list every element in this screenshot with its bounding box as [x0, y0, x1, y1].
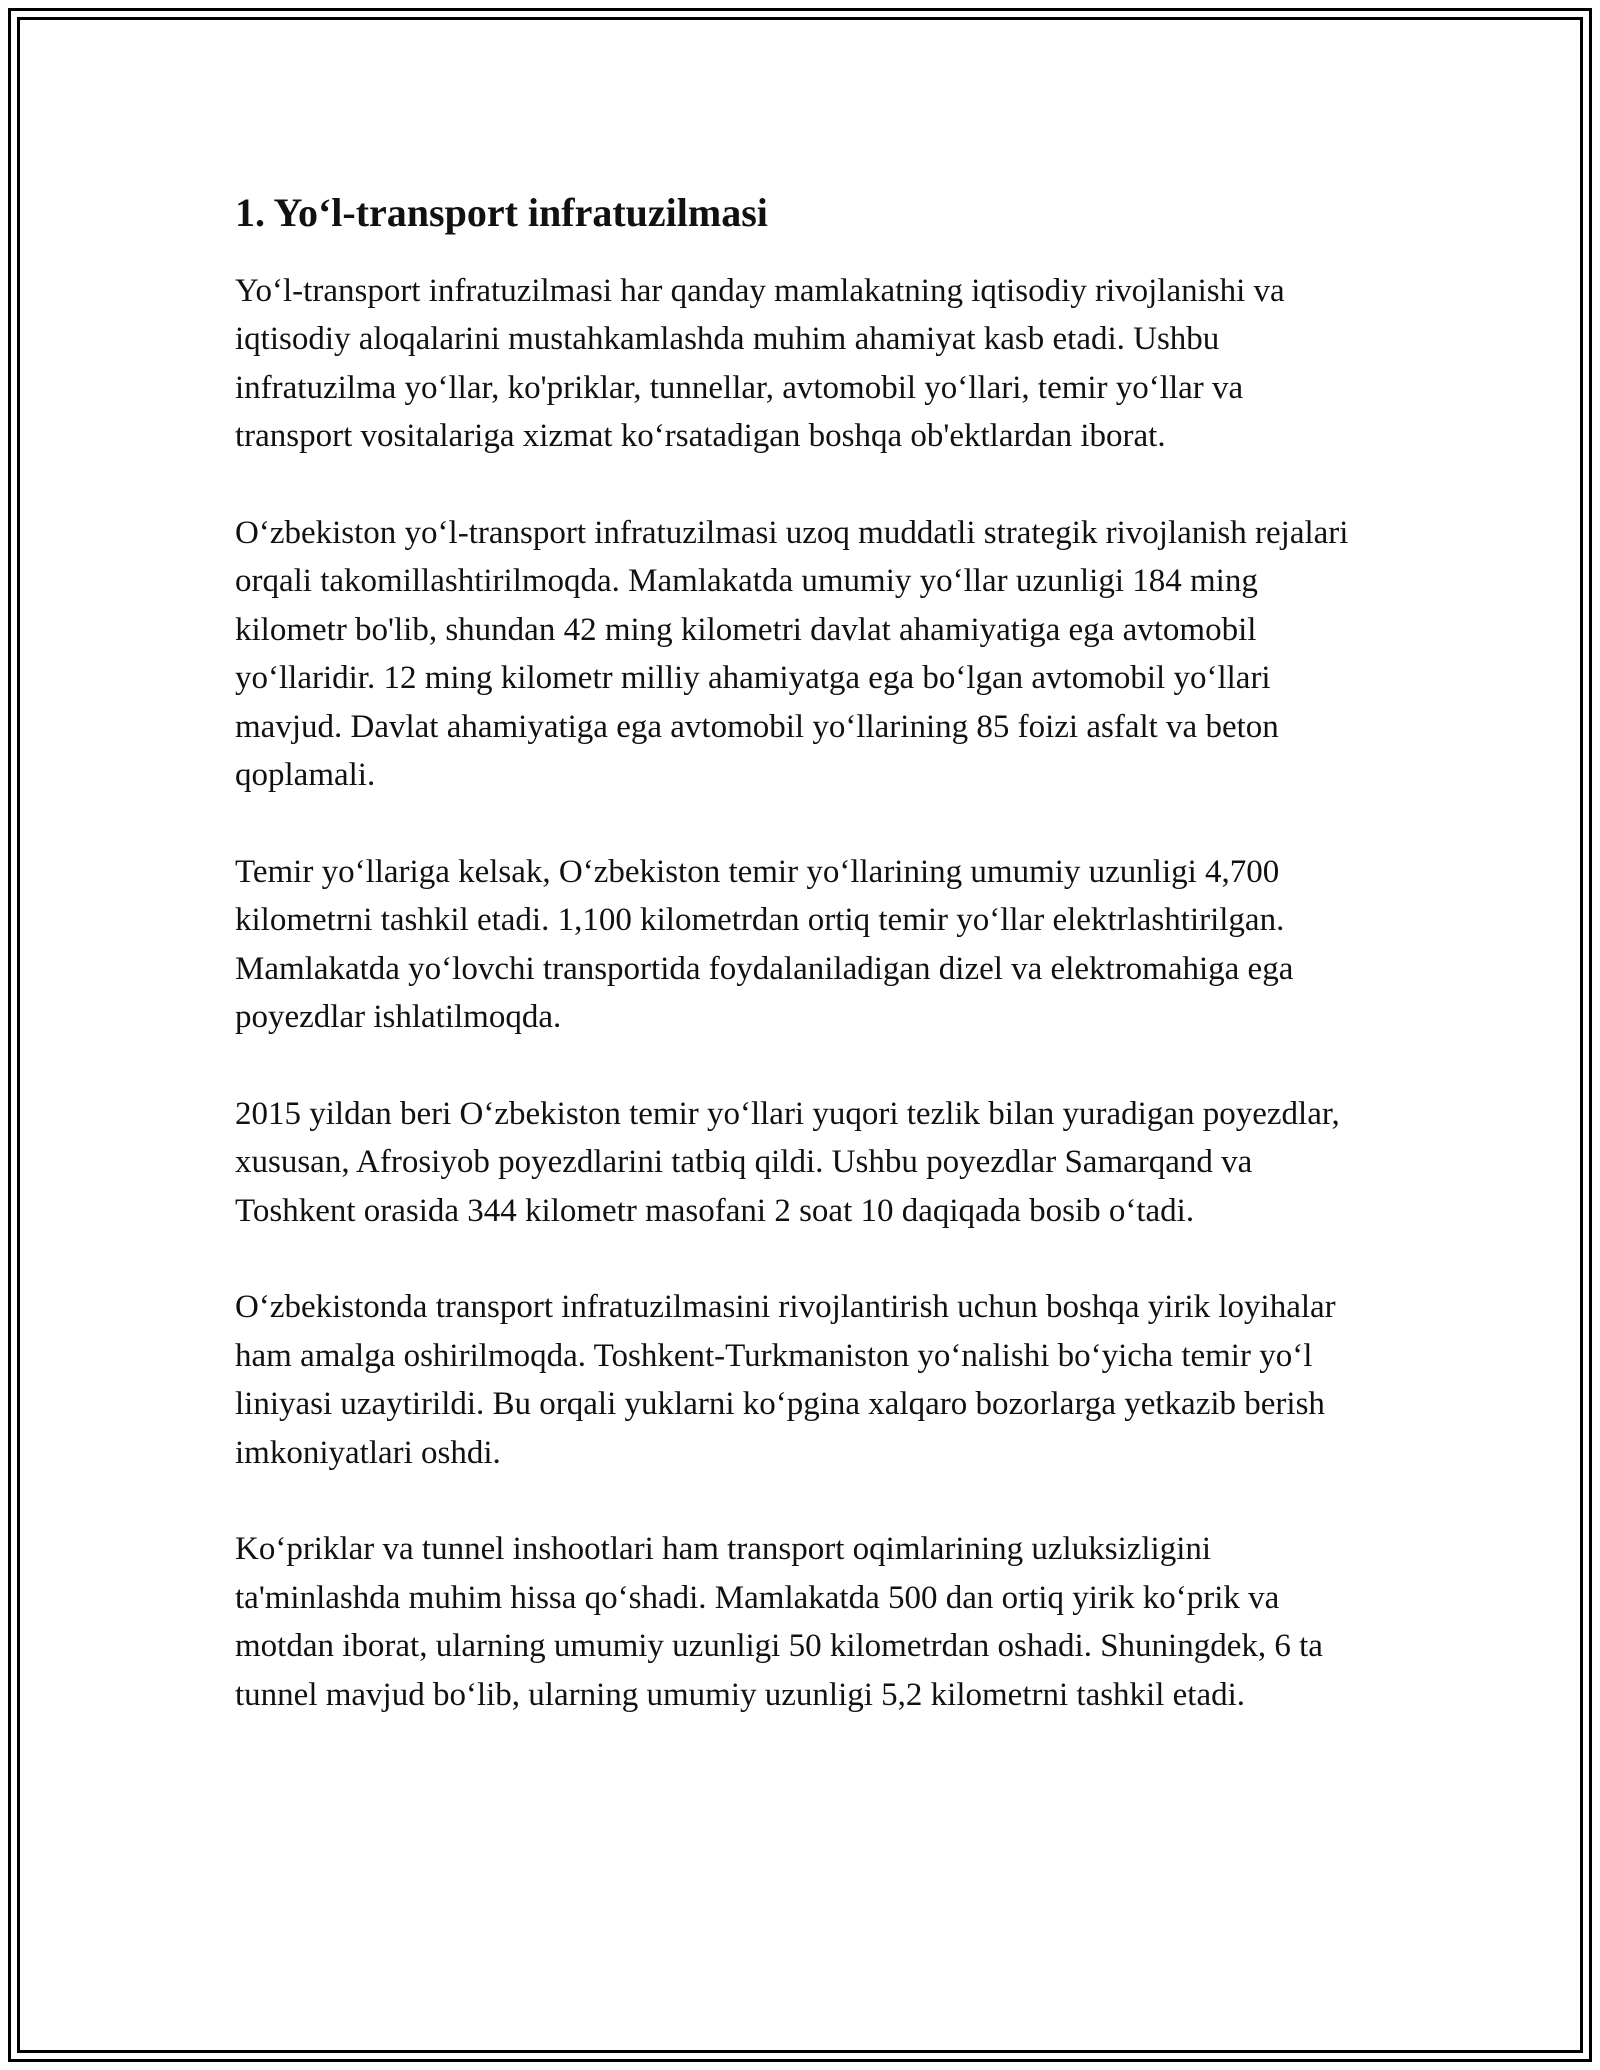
paragraph-6: Ko‘priklar va tunnel inshootlari ham transport oqimlarining uzluksizligini ta'minlashda muhim hissa qo‘shadi. Mamlakatda 500 dan ortiq yirik ko‘prik va motdan iborat, ularning umumiy uzunligi 50 kilometrdan oshadi. Shuningdek, 6 ta tunnel mavjud bo‘lib, ularning umumiy uzunligi 5,2 kilometrni tashkil etadi.	[235, 1531, 1323, 1713]
paragraph-3: Temir yo‘llariga kelsak, O‘zbekiston temir yo‘llarining umumiy uzunligi 4,700 kilometrni tashkil etadi. 1,100 kilometrdan ortiq temir yo‘llar elektrlashtirilgan. Mamlakatda yo‘lovchi transportida foydalaniladigan dizel va elektromahiga ega poyezdlar ishlatilmoqda.	[235, 853, 1294, 1036]
paragraph-1: Yo‘l-transport infratuzilmasi har qanday mamlakatning iqtisodiy rivojlanishi va iqtisodiy aloqalarini mustahkamlashda muhim ahamiyat kasb etadi. Ushbu infratuzilma yo‘llar, ko'priklar, tunnellar, avtomobil yo‘llari, temir yo‘llar va transport vositalariga xizmat ko‘rsatadigan boshqa ob'ektlardan iborat.	[235, 273, 1285, 455]
document-body	[235, 185, 1365, 1768]
paragraph-4: 2015 yildan beri O‘zbekiston temir yo‘llari yuqori tezlik bilan yuradigan poyezdlar, xususan, Afrosiyob poyezdlarini tatbiq qildi. Ushbu poyezdlar Samarqand va Toshkent orasida 344 kilometr masofani 2 soat 10 daqiqada bosib o‘tadi.	[235, 1095, 1340, 1229]
paragraph-2: O‘zbekiston yo‘l-transport infratuzilmasi uzoq muddatli strategik rivojlanish rejalari orqali takomillashtirilmoqda. Mamlakatda umumiy yo‘llar uzunligi 184 ming kilometr bo'lib, shundan 42 ming kilometri davlat ahamiyatiga ega avtomobil yo‘llaridir. 12 ming kilometr milliy ahamiyatga ega bo‘lgan avtomobil yo‘llari mavjud. Davlat ahamiyatiga ega avtomobil yo‘llarining 85 foizi asfalt va beton qoplamali.	[235, 515, 1349, 794]
paragraph-5: O‘zbekistonda transport infratuzilmasini rivojlantirish uchun boshqa yirik loyihalar ham amalga oshirilmoqda. Toshkent-Turkmaniston yo‘nalishi bo‘yicha temir yo‘l liniyasi uzaytirildi. Bu orqali yuklarni ko‘pgina xalqaro bozorlarga yetkazib berish imkoniyatlari oshdi.	[235, 1289, 1336, 1471]
section-heading: 1. Yo‘l-transport infratuzilmasi	[235, 190, 768, 235]
